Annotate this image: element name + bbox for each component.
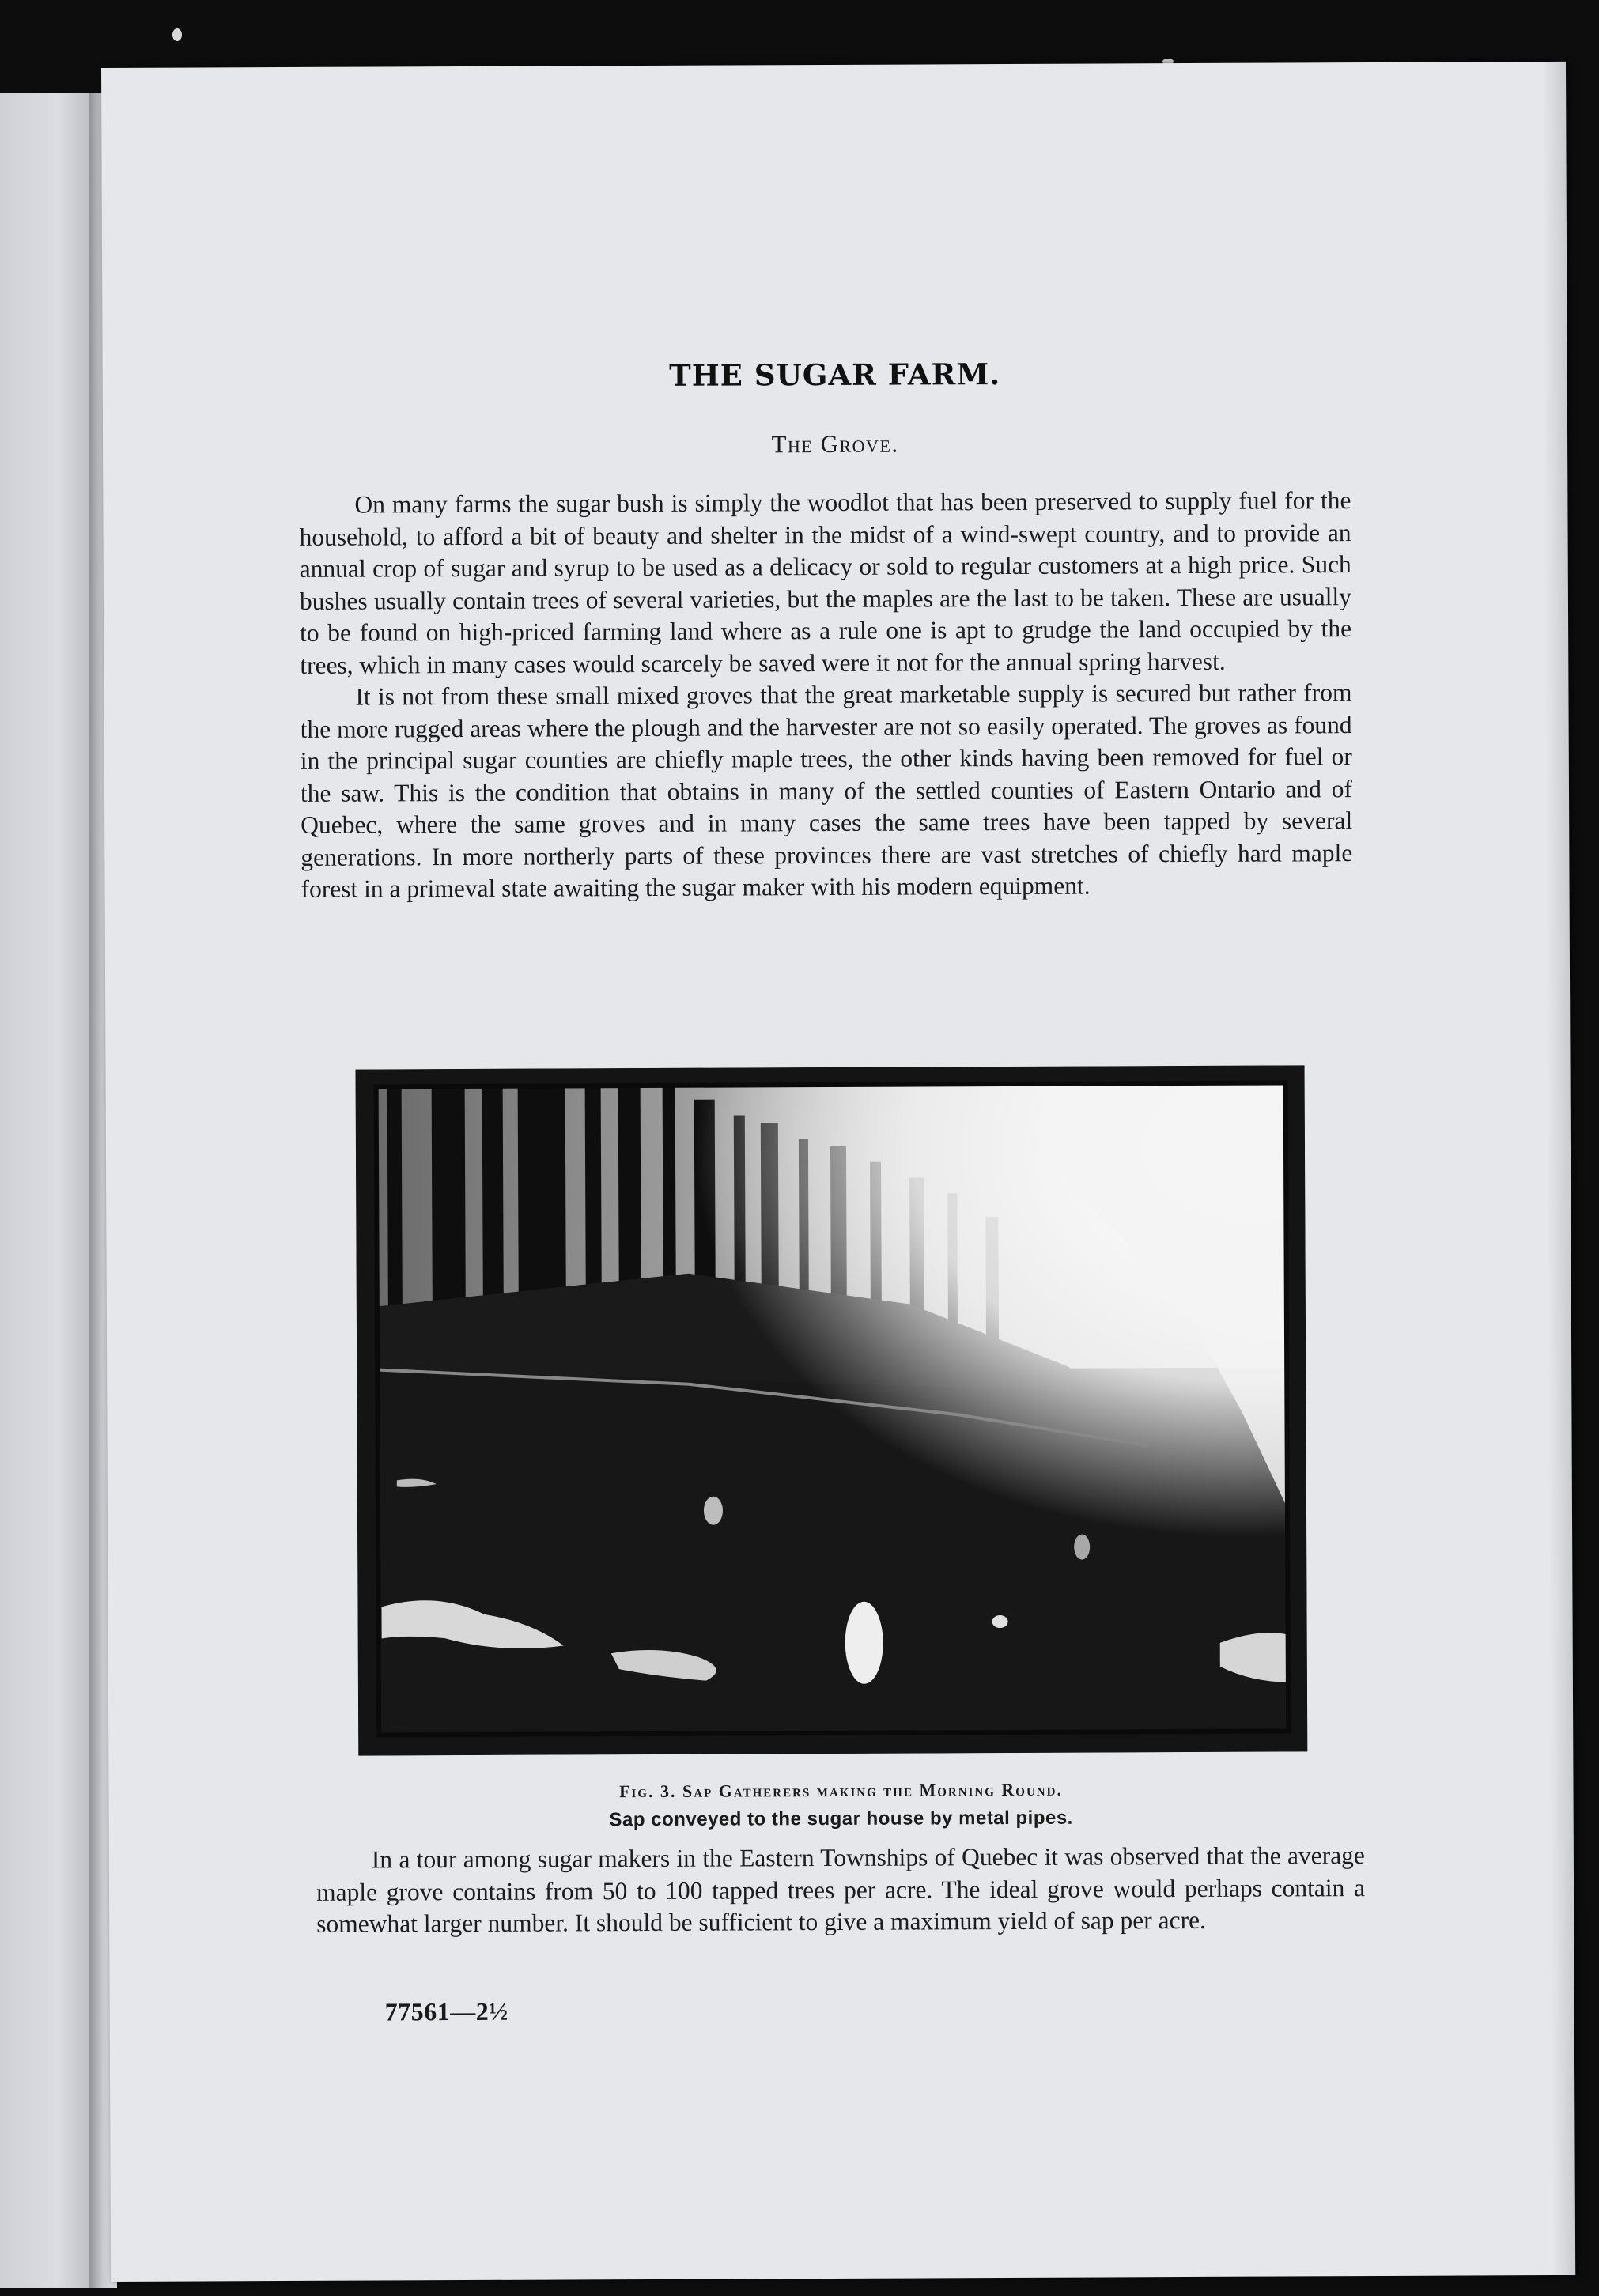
page-title: THE SUGAR FARM. [669,357,1001,393]
body-text-bottom [316,1840,1366,1940]
maple-grove-photo-icon [356,1065,1308,1755]
body-text-top [299,485,1352,905]
section-heading: The Grove. [771,429,899,459]
scan-speck [172,28,182,41]
figure-caption: Fig. 3. Sap Gatherers making the Morning Round. [619,1779,1063,1802]
paragraph: It is not from these small mixed groves that the great marketable supply is secured but rather from the more rugged areas where the plough and the harvester are not so easily operated. The groves as found in the principal sugar counties are chiefly maple trees, the other kinds having been removed for fuel or the saw. This is the condition that obtains in many of the settled counties of Eastern Ontario and of Quebec, where the same groves and in many cases the same trees have been tapped by several generations. In more northerly parts of these provinces there are vast stretches of chiefly hard maple forest in a primeval state awaiting the sugar maker with his modern equipment. [300,678,1353,903]
figure-subcaption: Sap conveyed to the sugar house by metal pipes. [609,1807,1073,1831]
paragraph: On many farms the sugar bush is simply the woodlot that has been preserved to supply fuel for the household, to afford a bit of beauty and shelter in the midst of a wind-swept country, and to provide an annual crop of sugar and syrup to be used as a delicacy or sold to regular customers at a high price. Such bushes usually contain trees of several varieties, but the maples are the last to be taken. These are usually to be found on high-priced farming land where as a rule one is apt to grudge the land occupied by the trees, which in many cases would scarcely be saved were it not for the annual spring harvest. [299,486,1352,679]
facing-page-edge [0,93,96,2288]
signature-mark: 77561—2½ [384,1996,508,2026]
book-page [101,62,1575,2282]
figure-photograph [356,1065,1308,1755]
page-edge-shadow [1542,62,1575,2275]
paragraph: In a tour among sugar makers in the Eastern Townships of Quebec it was observed that the average maple grove contains from 50 to 100 tapped trees per acre. The ideal grove would perhaps contain a somewhat larger number. It should be sufficient to give a maximum yield of sap per acre. [316,1841,1366,1938]
